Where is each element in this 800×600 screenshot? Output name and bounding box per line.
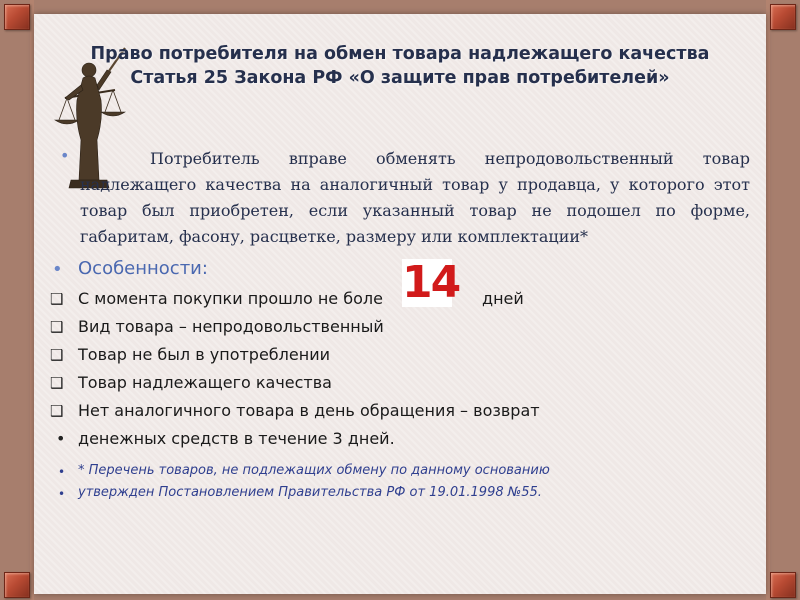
checklist-item-3: Товар не был в употреблении <box>78 345 330 364</box>
check-square-icon: ❑ <box>50 346 64 364</box>
checklist-item-1-text: С момента покупки прошло не боле <box>78 289 383 308</box>
check-square-icon: ❑ <box>50 290 64 308</box>
check-square-icon: ❑ <box>50 318 64 336</box>
corner-tile-top-left <box>4 4 30 30</box>
corner-tile-bottom-left <box>4 572 30 598</box>
checklist-item-2: Вид товара – непродовольственный <box>78 317 384 336</box>
main-paragraph-text: Потребитель вправе обменять непродовольственный товар надлежащего качества на аналогичный товар у продавца, у которого этот товар был приобретен, если указанный товар не подошел по форме, габаритам, фасону, расцветке, размеру или комплектации* <box>80 149 750 246</box>
corner-tile-top-right <box>770 4 796 30</box>
main-paragraph <box>80 146 750 250</box>
corner-tile-bottom-right <box>770 572 796 598</box>
checklist-item-1-suffix: дней <box>482 289 524 308</box>
title-line-2: Статья 25 Закона РФ «О защите прав потребителей» <box>130 68 670 88</box>
bullet-dot: • <box>52 259 63 280</box>
slide-title <box>40 42 760 90</box>
highlight-number: 14 <box>402 257 460 308</box>
checklist-item-5: Нет аналогичного товара в день обращения – возврат <box>78 401 540 420</box>
footnote-1: * Перечень товаров, не подлежащих обмену по данному основанию <box>78 463 550 478</box>
check-square-icon: ❑ <box>50 374 64 392</box>
checklist-continuation: денежных средств в течение 3 дней. <box>78 429 395 448</box>
bullet-dot: • <box>60 146 70 165</box>
footnote-bullet: • <box>58 487 66 501</box>
frame-right-border <box>766 0 770 600</box>
bullet-dot: • <box>56 429 66 448</box>
footnote-2: утвержден Постановлением Правительства РФ от 19.01.1998 №55. <box>78 485 542 500</box>
checklist-item-4: Товар надлежащего качества <box>78 373 332 392</box>
footnote-bullet: • <box>58 465 66 479</box>
check-square-icon: ❑ <box>50 402 64 420</box>
features-label: Особенности: <box>78 258 208 279</box>
title-line-1: Право потребителя на обмен товара надлежащего качества <box>90 44 710 64</box>
checklist-item-1 <box>78 289 383 308</box>
